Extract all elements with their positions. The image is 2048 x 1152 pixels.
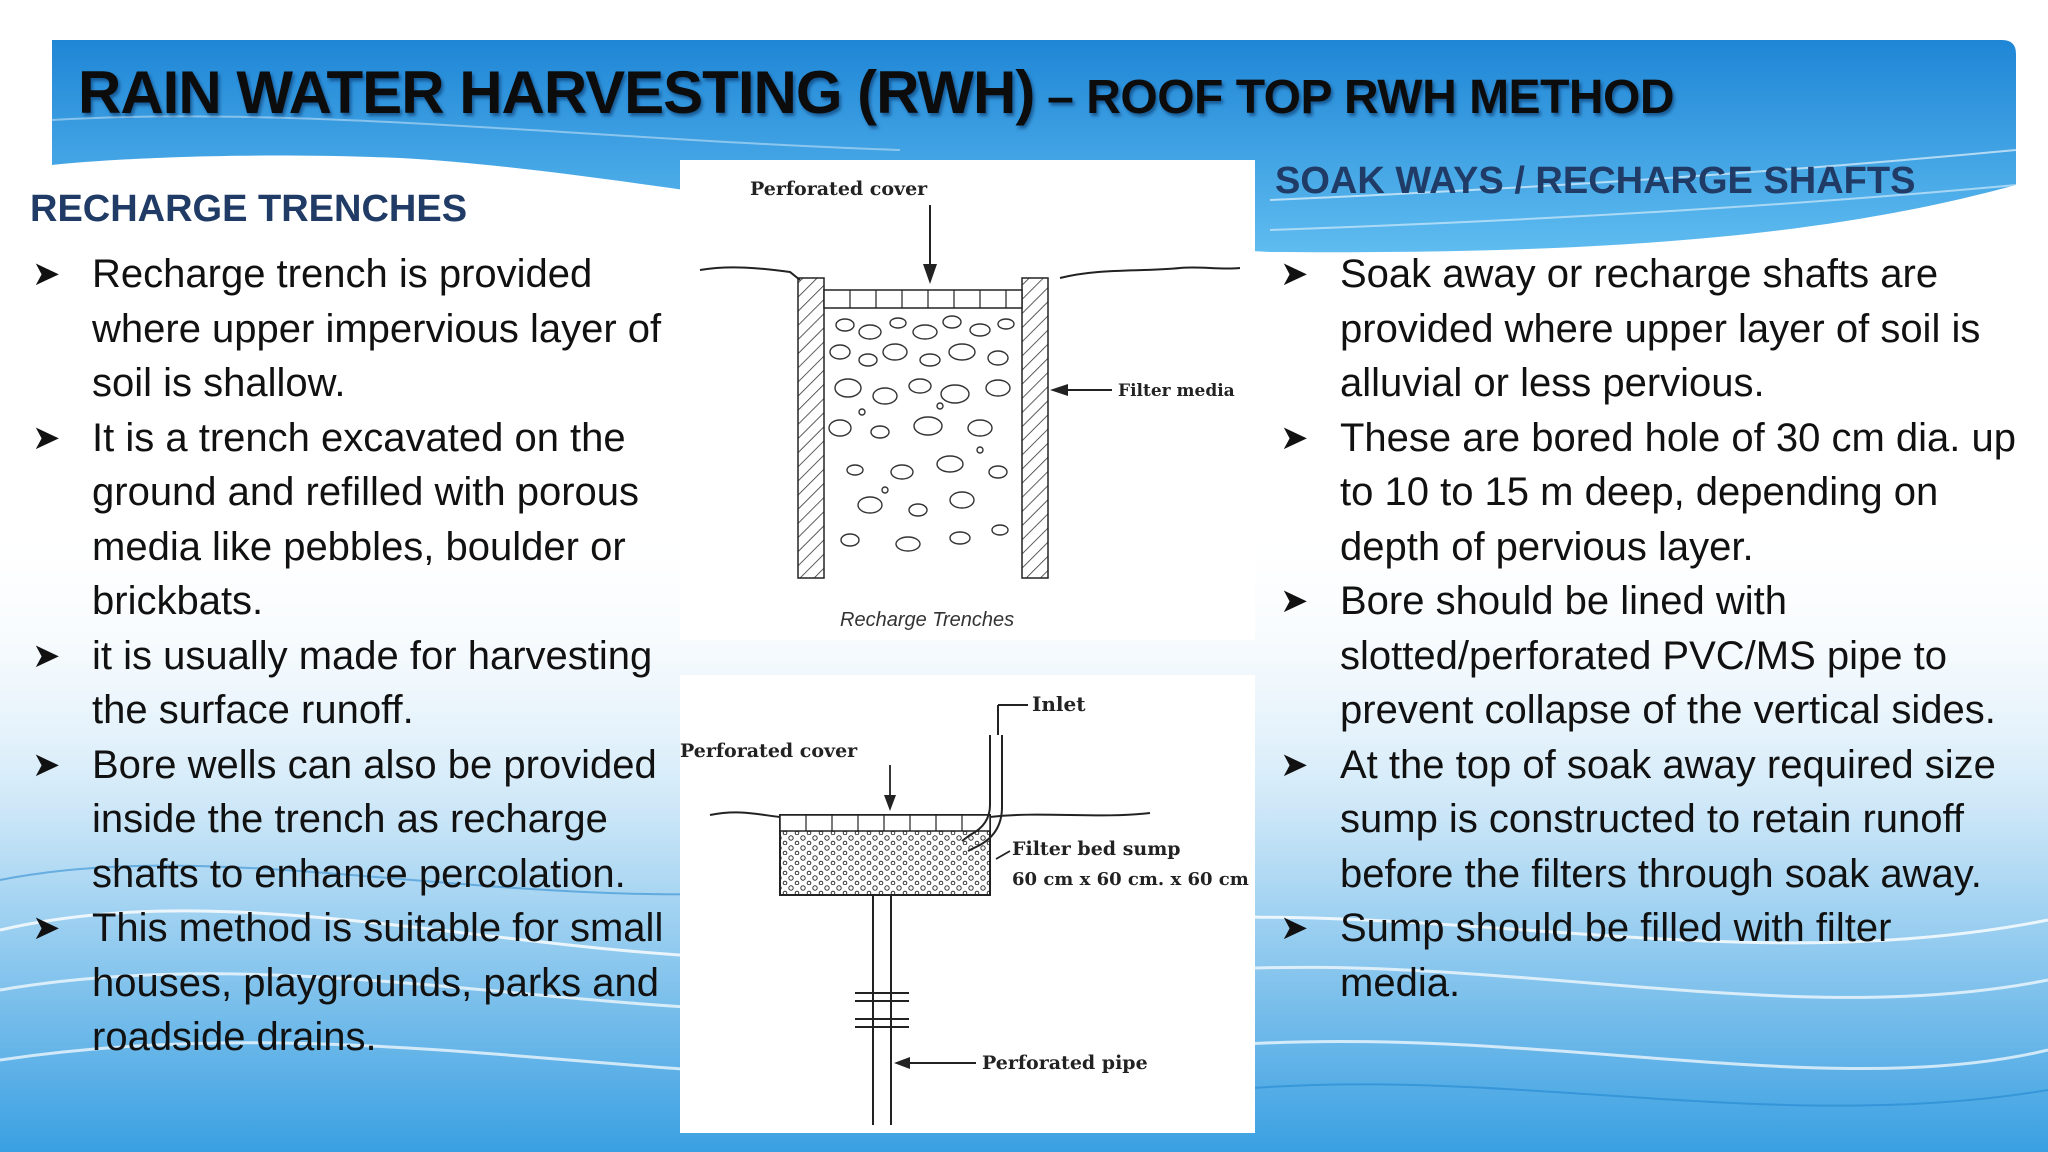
ground-line: [700, 267, 800, 280]
sump-size-label: 60 cm x 60 cm. x 60 cm: [1012, 869, 1249, 890]
arrow-bullet-icon: ➤: [1280, 418, 1309, 457]
arrow-bullet-icon: ➤: [1280, 582, 1309, 620]
list-item: ➤ Bore should be lined with slotted/perforated PVC/MS pipe to prevent collapse of the vertical sides.: [1278, 574, 2018, 738]
arrow-bullet-icon: ➤: [32, 255, 61, 293]
title-sub: ROOF TOP RWH METHOD: [1086, 71, 1675, 124]
title-dash: –: [1034, 71, 1087, 124]
list-item: ➤ Soak away or recharge shafts are provided where upper layer of soil is alluvial or less pervious.: [1278, 247, 2018, 411]
perforated-pipe-label: Perforated pipe: [982, 1052, 1148, 1074]
trench-wall-right: [1022, 278, 1048, 578]
slide-title: [78, 58, 1674, 127]
perforated-cover: [824, 290, 1022, 308]
soak-away-diagram: [680, 675, 1255, 1133]
list-item: ➤ Bore wells can also be provided inside the trench as recharge shafts to enhance percolation.: [30, 738, 680, 902]
list-item: ➤ At the top of soak away required size sump is constructed to retain runoff before the filters through soak away.: [1278, 738, 2018, 902]
arrow-bullet-icon: ➤: [32, 636, 61, 675]
soak-ways-heading: SOAK WAYS / RECHARGE SHAFTS: [1275, 160, 1916, 202]
recharge-trenches-list: [30, 247, 680, 1065]
recharge-trenches-heading: RECHARGE TRENCHES: [30, 188, 468, 230]
filter-bed-sump-label: Filter bed sump: [1012, 838, 1181, 860]
list-item: ➤ Sump should be filled with filter media.: [1278, 901, 2018, 1010]
recharge-trench-diagram: [680, 160, 1255, 640]
figure-caption: Recharge Trenches: [840, 609, 1015, 631]
arrow-bullet-icon: ➤: [1280, 745, 1309, 784]
title-main: RAIN WATER HARVESTING (RWH): [78, 59, 1035, 126]
soak-ways-list: [1278, 247, 2018, 1010]
arrow-bullet-icon: ➤: [32, 909, 61, 947]
arrow-bullet-icon: ➤: [1280, 255, 1309, 293]
trench-wall-left: [798, 278, 824, 578]
arrow-bullet-icon: ➤: [1280, 909, 1309, 947]
list-item: ➤ It is a trench excavated on the ground and refilled with porous media like pebbles, boulder or brickbats.: [30, 411, 680, 629]
list-item: ➤ These are bored hole of 30 cm dia. up to 10 to 15 m deep, depending on depth of pervious layer.: [1278, 411, 2018, 575]
list-item: ➤ Recharge trench is provided where upper impervious layer of soil is shallow.: [30, 247, 680, 411]
perforated-cover-label: Perforated cover: [680, 740, 858, 762]
list-item: ➤ it is usually made for harvesting the surface runoff.: [30, 629, 680, 738]
inlet-label: Inlet: [1032, 692, 1086, 716]
filter-media-label: Filter media: [1118, 381, 1235, 401]
ground-line: [1060, 267, 1240, 278]
perforated-cover: [780, 815, 990, 831]
filter-media-pebbles: [829, 316, 1014, 551]
arrow-bullet-icon: ➤: [32, 745, 61, 784]
arrow-bullet-icon: ➤: [32, 418, 61, 457]
perforated-cover-label: Perforated cover: [750, 178, 928, 200]
list-item: ➤ This method is suitable for small houses, playgrounds, parks and roadside drains.: [30, 901, 680, 1065]
